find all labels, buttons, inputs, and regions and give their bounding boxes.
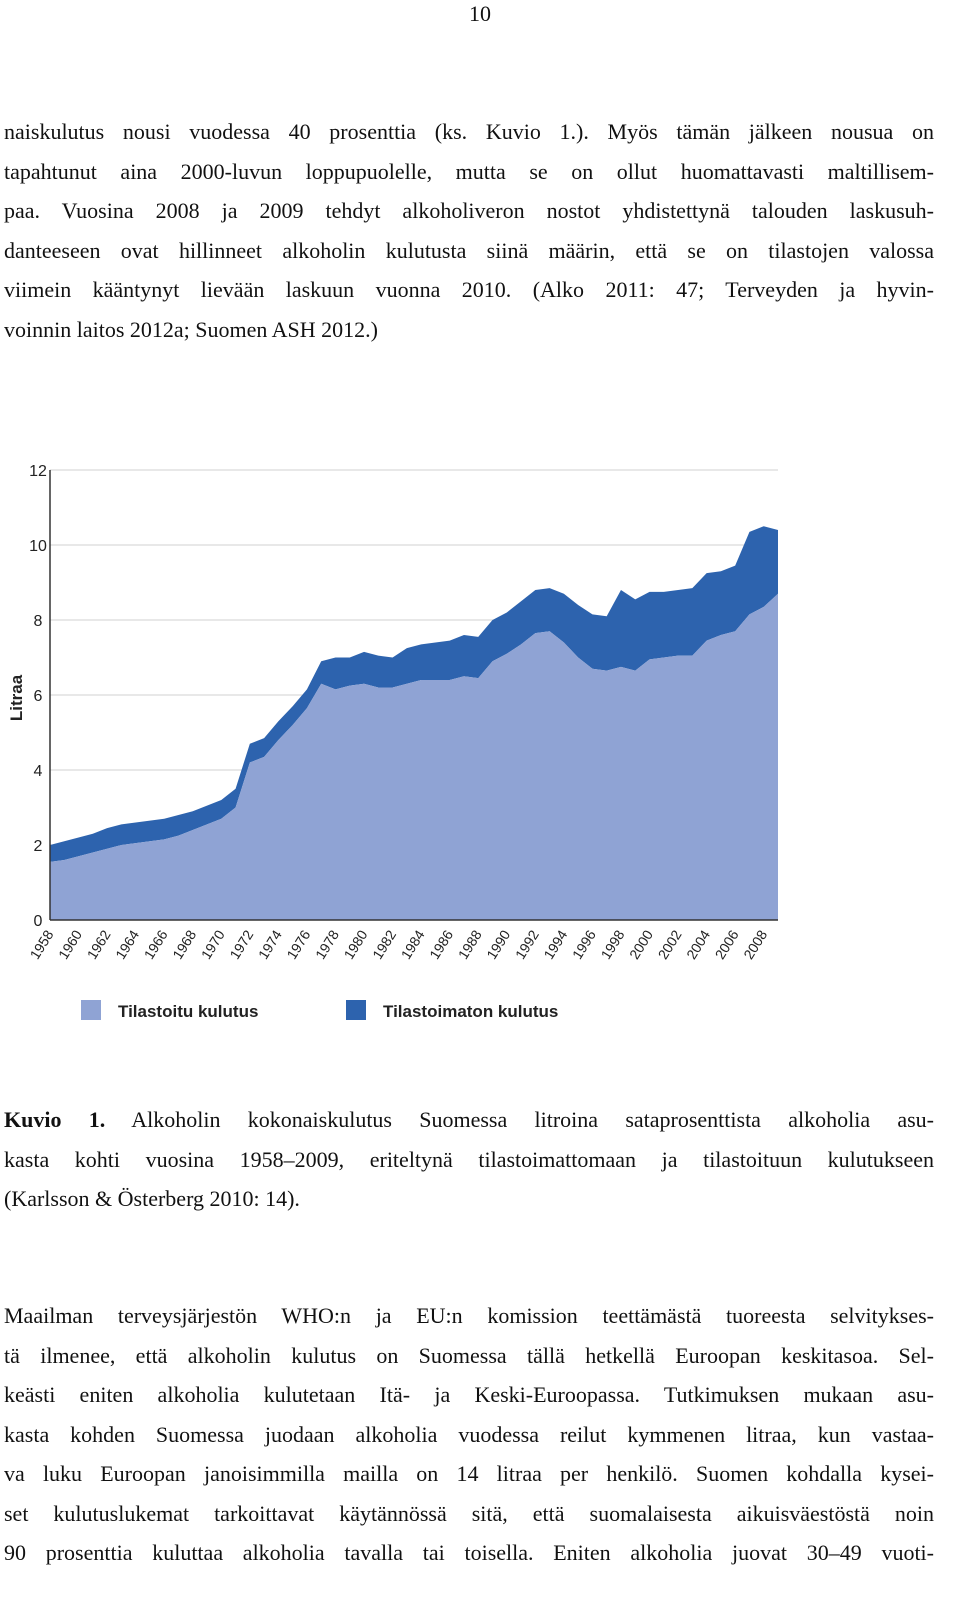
paragraph-2-line: 90 prosenttia kuluttaa alkoholia tavalla tai toisella. Eniten alkoholia juovat 30–49 vuoti- [4,1540,934,1565]
paragraph-1-line: tapahtunut aina 2000-luvun loppupuolelle, mutta se on ollut huomattavasti maltillisem- [4,158,934,184]
legend-label-tilastoitu: Tilastoitu kulutus [118,1002,259,1021]
paragraph-2-line: tä ilmenee, että alkoholin kulutus on Suomessa tällä hetkellä Euroopan keskitasoa. Sel- [4,1342,934,1368]
legend-swatch-tilastoitu [81,1000,101,1020]
x-tick-label: 1966 [140,927,171,963]
paragraph-1-line: danteeseen ovat hillinneet alkoholin kulutusta siinä määrin, että se on tilastojen valossa [4,237,934,263]
x-tick-label: 1968 [169,927,200,963]
y-tick-label: 6 [33,688,43,705]
x-tick-label: 2006 [711,927,742,963]
caption-line: (Karlsson & Österberg 2010: 14). [4,1186,300,1211]
legend [81,1000,558,1021]
x-tick-label: 1992 [511,927,542,963]
paragraph-1 [4,112,934,349]
x-tick-label: 1978 [311,927,343,963]
x-tick-label: 2008 [740,927,771,963]
x-tick-label: 1976 [283,927,314,963]
caption-text: Alkoholin kokonaiskulutus Suomessa litroina sataprosenttista alkoholia asu- [105,1107,934,1132]
paragraph-2-line: kasta kohden Suomessa juodaan alkoholia vuodessa reilut kymmenen litraa, kun vastaa- [4,1421,934,1447]
legend-swatch-tilastoimaton [346,1000,366,1020]
x-tick-label: 1962 [83,927,114,963]
caption-label: Kuvio 1. [4,1107,106,1132]
x-tick-labels [26,927,770,962]
x-tick-label: 1980 [340,927,371,963]
x-tick-label: 1964 [112,927,143,963]
y-tick-label: 8 [33,613,43,630]
paragraph-1-line: paa. Vuosina 2008 ja 2009 tehdyt alkoholiveron nostot yhdistettynä talouden laskusuh- [4,198,934,223]
x-tick-label: 1958 [26,927,57,963]
paragraph-2-line: va luku Euroopan janoisimmilla mailla on 14 litraa per henkilö. Suomen kohdalla kysei- [4,1461,934,1486]
x-tick-label: 1960 [55,927,86,963]
y-tick-label: 10 [29,538,47,555]
caption-line: kasta kohti vuosina 1958–2009, eriteltynä tilastoimattomaan ja tilastoituun kulutukseen [4,1146,934,1172]
x-tick-label: 2000 [625,927,657,963]
y-tick-labels [29,463,47,930]
x-tick-label: 1984 [397,927,428,963]
paragraph-2 [4,1296,934,1573]
x-tick-label: 1988 [454,927,485,963]
legend-label-tilastoimaton: Tilastoimaton kulutus [383,1002,559,1021]
paragraph-2-line: set kulutuslukemat tarkoittavat käytännössä sitä, että suomalaisesta aikuisväestöstä noin [4,1500,934,1526]
caption-line [4,1100,934,1140]
x-tick-label: 1996 [568,927,599,963]
x-tick-label: 1990 [483,927,514,963]
chart-areas [50,526,778,920]
x-tick-label: 1986 [426,927,457,963]
figure-caption [4,1100,934,1219]
y-tick-label: 4 [33,763,43,780]
x-tick-label: 1994 [540,927,571,963]
y-tick-label: 0 [33,913,43,930]
x-tick-label: 1998 [597,927,628,963]
x-tick-label: 1972 [226,927,257,963]
paragraph-1-line: voinnin laitos 2012a; Suomen ASH 2012.) [4,316,378,342]
page-number: 10 [469,1,491,26]
paragraph-1-line: viimein kääntynyt lievään laskuun vuonna 2010. (Alko 2011: 47; Terveyden ja hyvin- [4,277,934,302]
y-axis-label: Litraa [7,674,26,722]
y-tick-label: 2 [33,838,43,855]
paragraph-2-line: Maailman terveysjärjestön WHO:n ja EU:n komission teettämästä tuoreesta selvitykses- [4,1303,934,1328]
x-tick-label: 1982 [369,927,400,963]
consumption-chart [0,450,820,1050]
x-tick-label: 1974 [254,927,285,963]
paragraph-1-line: naiskulutus nousi vuodessa 40 prosenttia (ks. Kuvio 1.). Myös tämän jälkeen nousua on [4,119,934,144]
y-tick-label: 12 [29,463,47,480]
x-tick-label: 2002 [654,927,685,963]
x-tick-label: 2004 [683,927,714,963]
x-tick-label: 1970 [197,927,228,963]
paragraph-2-line: keästi eniten alkoholia kulutetaan Itä- ja Keski-Euroopassa. Tutkimuksen mukaan asu- [4,1382,934,1407]
